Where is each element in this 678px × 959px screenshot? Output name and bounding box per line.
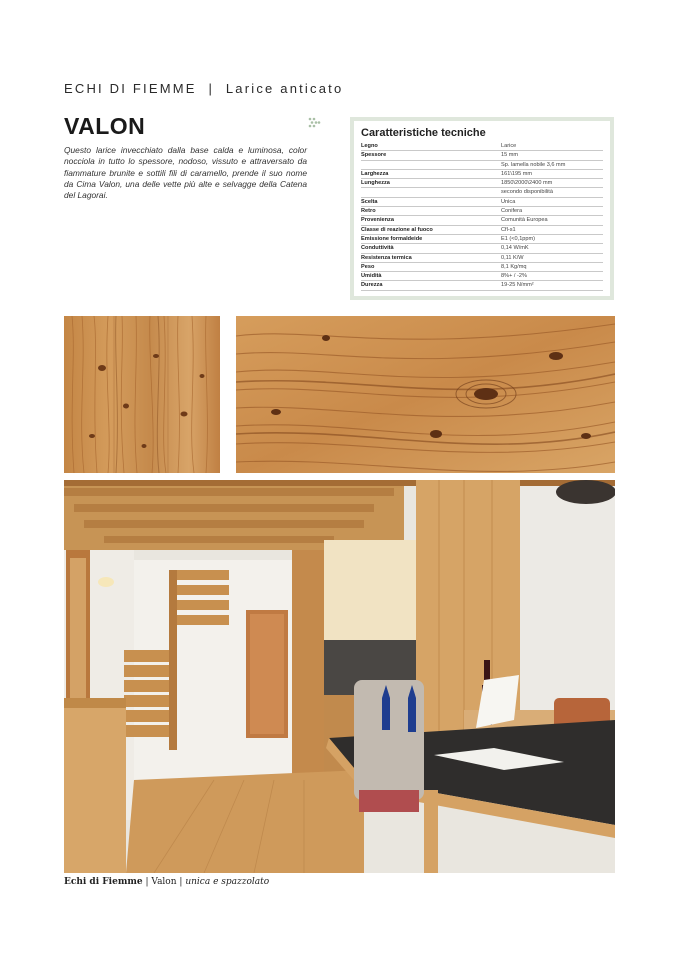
spec-row xyxy=(361,142,603,151)
spec-value: 0,11 K/W xyxy=(501,253,603,262)
spec-key: Provenienza xyxy=(361,216,501,225)
spec-value: Sp. lamella nobile 3,6 mm xyxy=(501,160,603,169)
collection-finish: Larice anticato xyxy=(225,81,344,96)
spec-value: Comunità Europea xyxy=(501,216,603,225)
spec-key: Spessore xyxy=(361,151,501,160)
spec-value: Conifera xyxy=(501,207,603,216)
collection-title xyxy=(64,81,343,96)
collection-name: ECHI DI FIEMME xyxy=(64,81,197,96)
title-separator: | xyxy=(208,81,215,96)
spec-row xyxy=(361,169,603,178)
spec-value: Cfl-s1 xyxy=(501,225,603,234)
spec-key: Durezza xyxy=(361,281,501,290)
spec-row xyxy=(361,207,603,216)
spec-key: Classe di reazione al fuoco xyxy=(361,225,501,234)
photo-caption xyxy=(64,877,269,887)
spec-key: Emissione formaldeide xyxy=(361,234,501,243)
wood-sample-closeup xyxy=(236,316,615,473)
decorative-dots-icon xyxy=(307,116,321,130)
spec-row xyxy=(361,244,603,253)
caption-collection: Echi di Fiemme xyxy=(64,877,143,887)
spec-key: Resistenza termica xyxy=(361,253,501,262)
spec-value: Unica xyxy=(501,197,603,206)
spec-row xyxy=(361,225,603,234)
product-name: VALON xyxy=(64,113,146,139)
caption-finish: unica e spazzolato xyxy=(185,877,270,887)
spec-row xyxy=(361,216,603,225)
spec-row xyxy=(361,151,603,160)
spec-value: Larice xyxy=(501,142,603,151)
spec-key xyxy=(361,160,501,169)
spec-key: Legno xyxy=(361,142,501,151)
spec-value: 1850\2000\2400 mm xyxy=(501,179,603,188)
spec-row xyxy=(361,272,603,281)
wood-sample-vertical xyxy=(64,316,220,473)
spec-value: 161\195 mm xyxy=(501,169,603,178)
spec-key: Lunghezza xyxy=(361,179,501,188)
interior-photo xyxy=(64,480,615,873)
spec-row xyxy=(361,160,603,169)
spec-row xyxy=(361,253,603,262)
spec-value: 15 mm xyxy=(501,151,603,160)
spec-value: E1 (<0,1ppm) xyxy=(501,234,603,243)
spec-value: 19-25 N/mm² xyxy=(501,281,603,290)
spec-table xyxy=(361,142,603,291)
spec-key: Retro xyxy=(361,207,501,216)
spec-key: Larghezza xyxy=(361,169,501,178)
spec-title: Caratteristiche tecniche xyxy=(361,127,486,139)
spec-row xyxy=(361,197,603,206)
spec-key: Conduttività xyxy=(361,244,501,253)
spec-row xyxy=(361,179,603,188)
spec-value: 0,14 W/mK xyxy=(501,244,603,253)
spec-box xyxy=(350,117,614,300)
spec-row xyxy=(361,234,603,243)
spec-key: Umidità xyxy=(361,272,501,281)
spec-row xyxy=(361,281,603,290)
product-description: Questo larice invecchiato dalla base calda e luminosa, color nocciola in tutto lo spessore, nodoso, vissuto e attraversato da fiammature brunite e sottili fili di caramello, prende il suo nome da Cima Valon, una delle vette più alte e selvagge della Catena del Lagorai. xyxy=(64,145,307,201)
caption-separator-1: | xyxy=(145,877,149,887)
spec-value: 8%+ / -2% xyxy=(501,272,603,281)
spec-row xyxy=(361,188,603,197)
spec-value: secondo disponibilità xyxy=(501,188,603,197)
spec-row xyxy=(361,262,603,271)
spec-key: Peso xyxy=(361,262,501,271)
spec-key xyxy=(361,188,501,197)
spec-value: 8,1 Kg/mq xyxy=(501,262,603,271)
caption-product: Valon xyxy=(151,877,177,887)
spec-key: Scelta xyxy=(361,197,501,206)
caption-separator-2: | xyxy=(179,877,183,887)
